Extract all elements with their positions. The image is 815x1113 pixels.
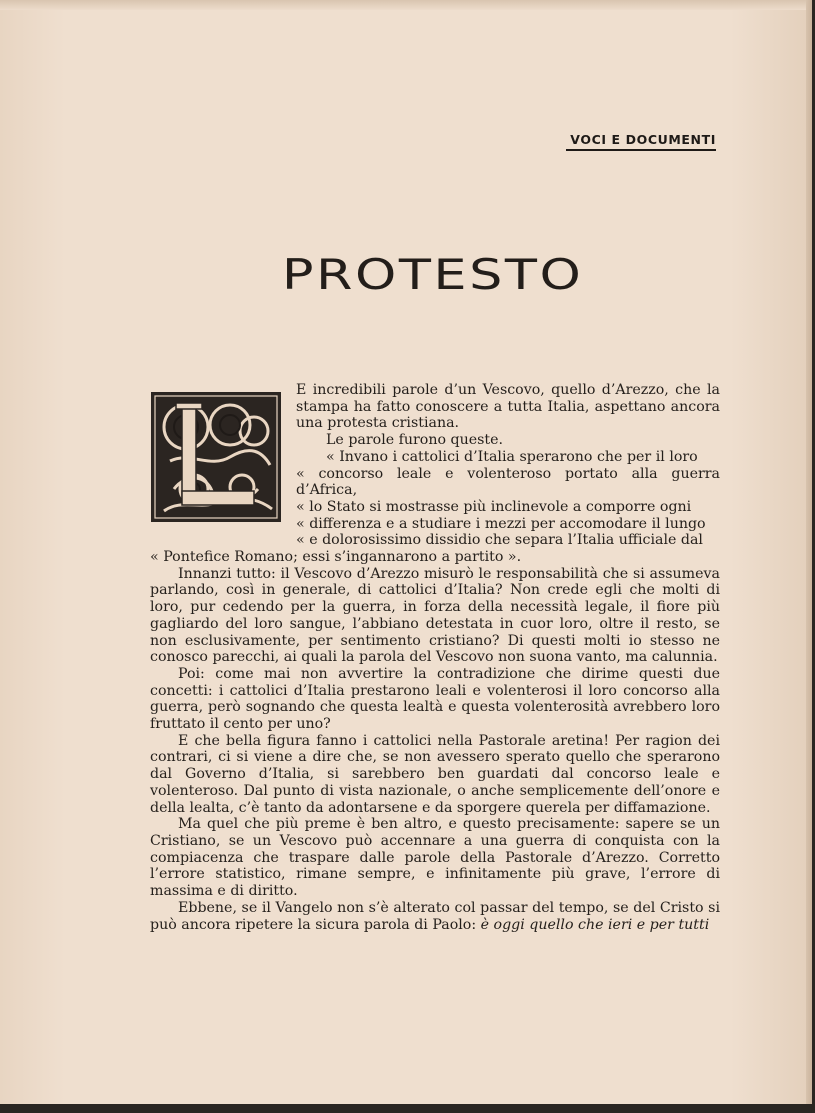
- paragraph: E che bella figura fanno i cattolici nella Pastorale aretina! Per ragion dei contrari, ci si viene a dire che, se non avessero sperato quello che sperarono dal Governo d’Italia, si sarebbero ben guardati dal concorso leale e volenteroso. Dal punto di vista nazionale, o anche semplicemente dell’onore e della lealta, c’è tanto da adontarsene e da sporgere querela per diffamazione.: [150, 732, 720, 816]
- article-title: PROTESTO: [281, 250, 584, 299]
- words-intro: Le parole furono queste.: [326, 432, 504, 449]
- quote-line: « lo Stato si mostrasse più inclinevole a comporre ogni: [296, 498, 692, 515]
- quote-last-line: « Pontefice Romano; essi s’ingannarono a partito ».: [150, 549, 522, 566]
- paragraph-last-italic: è oggi quello che ieri e per tutti: [480, 916, 710, 933]
- quote-line: « Invano i cattolici d’Italia sperarono che per il loro: [326, 448, 698, 465]
- quote-line: « concorso leale e volenteroso portato alla guerra d’Africa,: [296, 465, 720, 499]
- paragraph-last-text: Ebbene, se il Vangelo non s’è alterato col passar del tempo, se del Cristo si può ancora ripetere la sicura parola di Paolo:: [150, 899, 720, 933]
- intro-paragraph: E incredibili parole d’un Vescovo, quello d’Arezzo, che la stampa ha fatto conoscere a tutta Italia, aspettano ancora una protesta cristiana.: [296, 382, 720, 432]
- paragraph-last: [150, 900, 720, 933]
- article-body: [150, 382, 720, 933]
- intro-block: [296, 382, 720, 549]
- quote-line: « e dolorosissimo dissidio che separa l’Italia ufficiale dal: [296, 532, 703, 549]
- paragraph: Innanzi tutto: il Vescovo d’Arezzo misurò le responsabilità che si assumeva parlando, così in generale, di cattolici d’Italia? Non crede egli che molti di loro, pur cedendo per la guerra, in forza della necessità legale, il fiore più gagliardo del loro sangue, l’abbiano detestata in cuor loro, oltre il resto, se non esclusivamente, per sentimento cristiano? Di questi molti io stesso ne conosco parecchi, ai quali la parola del Vescovo non suona vanto, ma calunnia.: [150, 565, 720, 666]
- paragraph: Poi: come mai non avvertire la contradizione che dirime questi due concetti: i cattolici d’Italia prestarono leali e volenterosi il loro concorso alla guerra, però sognando che questa lealtà e questa volenterosità avrebbero loro fruttato il cento per uno?: [150, 665, 720, 733]
- page-top-edge: [0, 0, 812, 10]
- section-header: VOCI E DOCUMENTI: [566, 132, 716, 151]
- page-right-edge: [806, 0, 812, 1104]
- quote-line: « differenza e a studiare i mezzi per accomodare il lungo: [296, 515, 706, 532]
- paragraph: Ma quel che più preme è ben altro, e questo precisamente: sapere se un Cristiano, se un Vescovo può accennare a una guerra di conquista con la compiacenza che traspare dalle parole della Pastorale d’Arezzo. Corretto l’errore statistico, rimane sempre, e infinitamente più grave, l’errore di massima e di diritto.: [150, 816, 720, 900]
